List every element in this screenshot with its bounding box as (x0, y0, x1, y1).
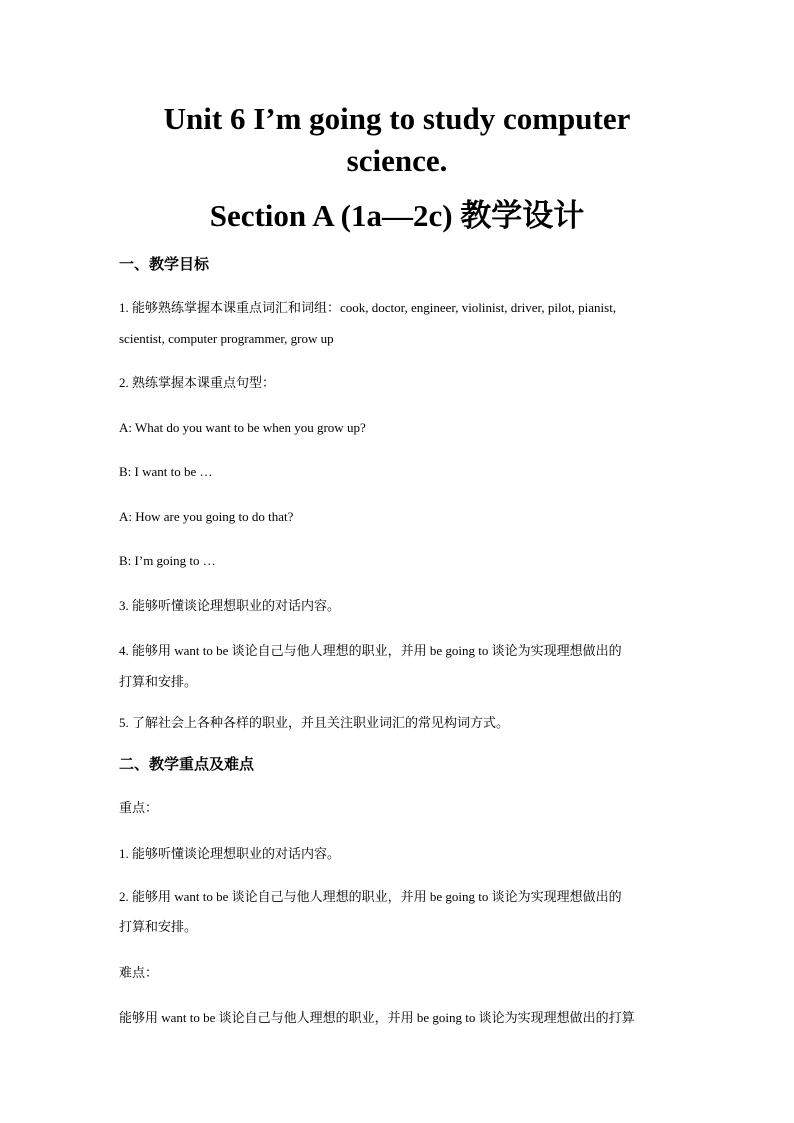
dialog-line-b1: B: I want to be … (119, 464, 213, 479)
objective-2: 2. 熟练掌握本课重点句型： (119, 375, 276, 390)
dialog-line-a1: A: What do you want to be when you grow up? (119, 420, 366, 435)
key-point-2-line-2: 打算和安排。 (119, 919, 198, 934)
objective-5: 5. 了解社会上各种各样的职业，并且关注职业词汇的常见构词方式。 (119, 715, 510, 730)
document-title-line-1: Unit 6 I’m going to study computer (163, 101, 631, 136)
objective-4-line-2: 打算和安排。 (119, 674, 198, 689)
objective-4-line-1: 4. 能够用 want to be 谈论自己与他人理想的职业，并用 be going to 谈论为实现理想做出的 (119, 643, 622, 658)
difficult-points-label: 难点： (119, 965, 159, 980)
key-point-2-line-1: 2. 能够用 want to be 谈论自己与他人理想的职业，并用 be going to 谈论为实现理想做出的 (119, 889, 622, 904)
objective-3: 3. 能够听懂谈论理想职业的对话内容。 (119, 598, 341, 613)
objective-1-line-2: scientist, computer programmer, grow up (119, 331, 334, 346)
section-heading-objectives: 一、教学目标 (119, 255, 210, 273)
document-title-line-2: science. (346, 143, 448, 178)
difficult-point-line-1: 能够用 want to be 谈论自己与他人理想的职业，并用 be going to 谈论为实现理想做出的打算 (119, 1010, 635, 1025)
dialog-line-a2: A: How are you going to do that? (119, 509, 294, 524)
objective-1-line-1: 1. 能够熟练掌握本课重点词汇和词组：cook, doctor, engineer, violinist, driver, pilot, pianist, (119, 300, 617, 315)
section-heading-key-points: 二、教学重点及难点 (119, 755, 255, 773)
dialog-line-b2: B: I’m going to … (119, 553, 216, 568)
key-point-1: 1. 能够听懂谈论理想职业的对话内容。 (119, 846, 341, 861)
key-points-label: 重点： (119, 800, 159, 815)
document-subtitle: Section A (1a—2c) 教学设计 (209, 198, 585, 233)
